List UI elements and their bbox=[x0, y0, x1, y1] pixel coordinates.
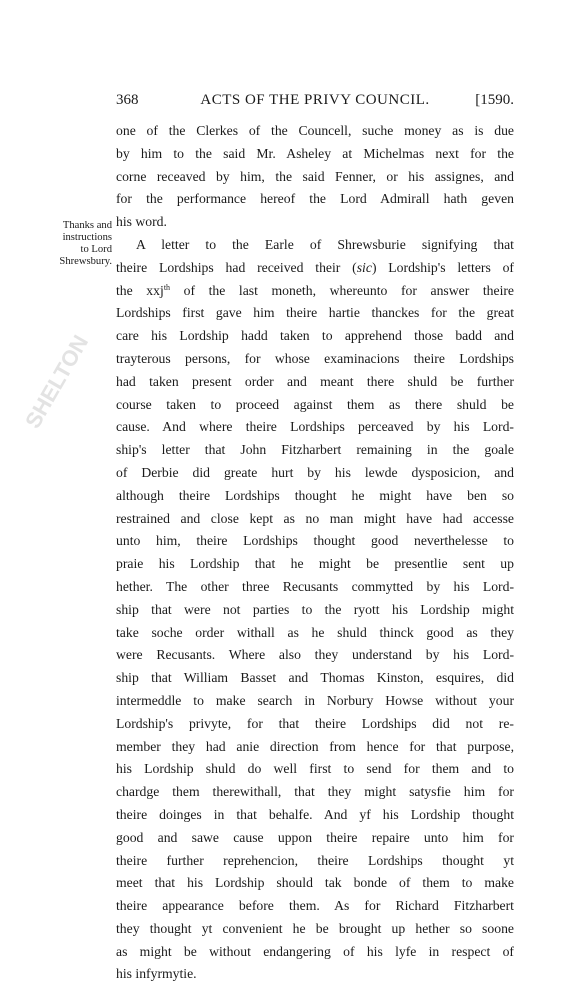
text-line: chardge them therewithall, that they might satysfie him for bbox=[116, 784, 514, 800]
text-line: care his Lordship hadd taken to apprehend those badd and bbox=[116, 328, 514, 344]
text-line: by him to the said Mr. Asheley at Michelmas next for the bbox=[116, 145, 514, 161]
text-line: his Lordship shuld do well first to send for them and to bbox=[116, 761, 514, 777]
text-line: had taken present order and meant there shuld be further bbox=[116, 373, 514, 389]
text-line: his infyrmytie. bbox=[116, 966, 197, 982]
text-line: trayterous persons, for whose examinacions theire Lordships bbox=[116, 350, 514, 366]
text-line: course taken to proceed against them as there shuld be bbox=[116, 396, 514, 412]
text-line: A letter to the Earle of Shrewsburie signifying that bbox=[136, 236, 514, 252]
text-line: theire further reprehencion, theire Lordships thought yt bbox=[116, 852, 514, 868]
text-line: one of the Clerkes of the Councell, suche money as is due bbox=[116, 123, 514, 138]
text-line: take soche order withall as he shuld thinck good as they bbox=[116, 624, 514, 640]
text-line: member they had anie direction from hence for that purpose, bbox=[116, 738, 514, 754]
text-line: although theire Lordships thought he might have ben so bbox=[116, 487, 514, 503]
running-year: [1590. bbox=[475, 92, 514, 108]
margin-note-line: Thanks and bbox=[62, 220, 112, 231]
text-line: ship's letter that John Fitzharbert remaining in the goale bbox=[116, 442, 514, 458]
text-line: meet that his Lordship should tak bonde of them to make bbox=[116, 875, 514, 891]
text-line: theire doinges in that behalfe. And yf his Lordship thought bbox=[116, 806, 514, 822]
margin-note bbox=[30, 220, 112, 268]
text-line: his word. bbox=[116, 214, 167, 230]
running-title: ACTS OF THE PRIVY COUNCIL. bbox=[200, 92, 430, 108]
body-text bbox=[116, 120, 514, 986]
page-number: 368 bbox=[116, 92, 139, 108]
text-line: unto him, theire Lordships thought good neverthelesse to bbox=[116, 533, 514, 549]
text-line: theire appearance before them. As for Richard Fitzharbert bbox=[116, 898, 514, 914]
text-line: hether. The other three Recusants commytted by his Lord- bbox=[116, 578, 514, 594]
text-line: Lordships first gave him theire hartie thanckes for the great bbox=[116, 305, 514, 321]
text-line: cause. And where theire Lordships perceaved by his Lord- bbox=[116, 419, 514, 435]
text-line: good and sawe cause uppon theire repaire unto him for bbox=[116, 829, 514, 845]
text-line: praie his Lordship that he might be presentlie sent up bbox=[116, 556, 514, 572]
margin-note-line: instructions bbox=[62, 232, 112, 243]
text-line: intermeddle to make search in Norbury Howse without your bbox=[116, 692, 514, 708]
text-line: corne receaved by him, the said Fenner, or his assignes, and bbox=[116, 168, 514, 184]
text-line: the xxj$^{th}$ of the last moneth, whereunto for answer theire bbox=[116, 282, 515, 298]
margin-note-line: to Lord bbox=[80, 244, 112, 255]
text-line: as might be without endangering of his lyfe in respect of bbox=[116, 943, 514, 959]
text-line: restrained and close kept as no man might have had accesse bbox=[116, 510, 514, 526]
text-line: theire Lordships had received their (sic) Lordship's letters of bbox=[116, 259, 514, 275]
text-line: of Derbie did greate hurt by his lewde dysposicion, and bbox=[116, 464, 514, 480]
text-line: were Recusants. Where also they understand by his Lord- bbox=[116, 647, 514, 663]
watermark: SHELTON bbox=[20, 330, 94, 433]
running-head bbox=[116, 92, 514, 114]
margin-note-line: Shrewsbury. bbox=[59, 256, 112, 267]
text-line: for the performance hereof the Lord Admirall hath geven bbox=[116, 191, 514, 207]
text-line: ship that William Basset and Thomas Kinston, esquires, did bbox=[116, 670, 514, 686]
text-line: Lordship's privyte, for that theire Lordships did not re- bbox=[116, 715, 514, 731]
text-line: they thought yt convenient he be brought up hether so soone bbox=[116, 920, 514, 936]
text-line: ship that were not parties to the ryott his Lordship might bbox=[116, 601, 514, 617]
